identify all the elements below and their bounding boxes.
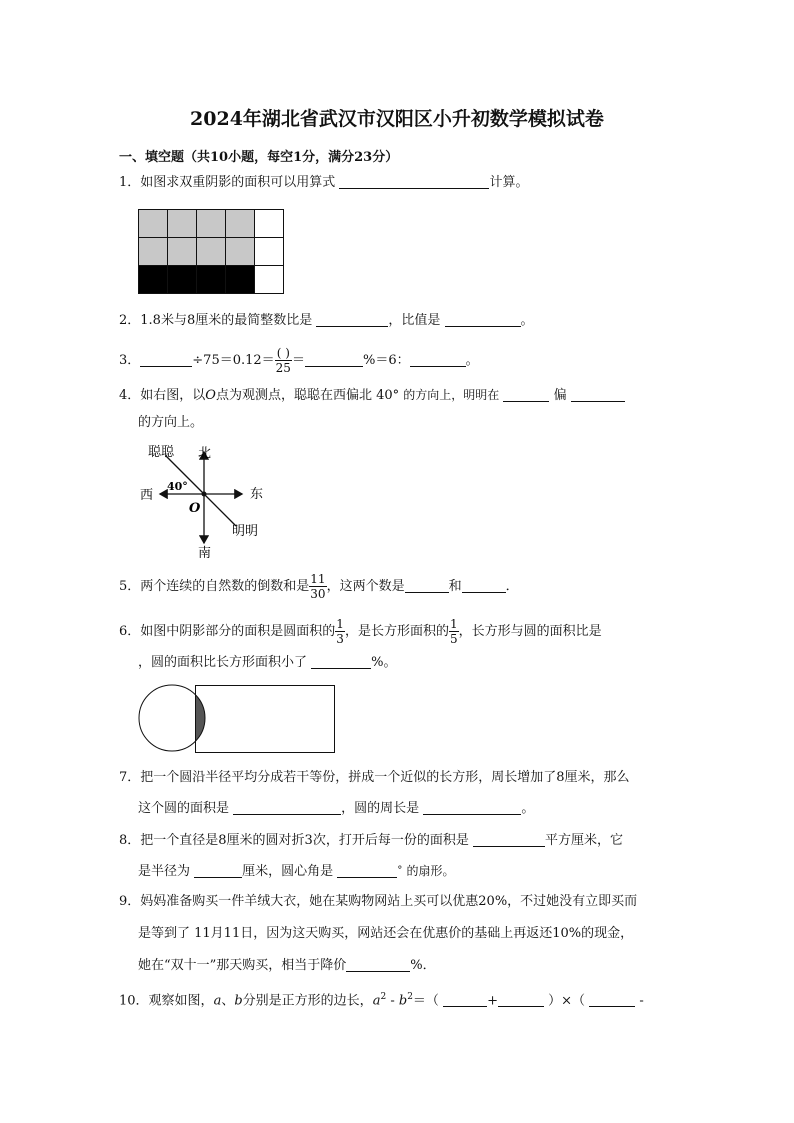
question-number: 6． bbox=[119, 624, 141, 639]
mingming-label: 明明 bbox=[232, 524, 259, 539]
question-10 bbox=[119, 987, 644, 1011]
question-number: 4． bbox=[119, 388, 141, 403]
question-number: 2． bbox=[119, 313, 141, 328]
question-text: 偏 bbox=[553, 388, 567, 403]
west-label: 西 bbox=[140, 488, 154, 503]
variable-a: a bbox=[213, 993, 222, 1009]
answer-blank[interactable] bbox=[311, 654, 371, 669]
question-text: ，是长方形面积的 bbox=[344, 624, 449, 639]
question-text: 点为观测点，聪聪在西偏北 40° bbox=[215, 388, 400, 403]
question-text: 如图中阴影部分的面积是圆面积的 bbox=[140, 624, 336, 639]
question-text: 妈妈准备购买一件羊绒大衣，她在某购物网站上买可以优惠20%，不过她没有立即买而 bbox=[140, 894, 638, 909]
question-8 bbox=[119, 831, 623, 851]
question-number: 9． bbox=[119, 894, 141, 909]
question-number: 8． bbox=[119, 833, 141, 848]
variable-b: b bbox=[398, 993, 408, 1009]
question-6 bbox=[119, 617, 602, 646]
answer-blank[interactable] bbox=[589, 992, 635, 1007]
fraction-denominator: 3 bbox=[336, 632, 344, 646]
question-text: 1.8米与8厘米的最简整数比是 bbox=[140, 313, 313, 328]
answer-blank[interactable] bbox=[571, 387, 625, 402]
answer-blank[interactable] bbox=[194, 863, 242, 878]
circle-rectangle-figure bbox=[138, 684, 338, 754]
fraction-denominator: 25 bbox=[275, 361, 291, 375]
question-2 bbox=[119, 311, 534, 331]
question-text: 她在“双十一”那天购买，相当于降价 bbox=[138, 958, 347, 973]
question-3 bbox=[119, 346, 479, 375]
question-text: 这个圆的面积是 bbox=[138, 801, 230, 816]
question-text: 把一个直径是8厘米的圆对折3次，打开后每一份的面积是 bbox=[140, 833, 469, 848]
question-text: %。 bbox=[371, 655, 397, 670]
question-1 bbox=[119, 173, 528, 193]
question-number: 7． bbox=[119, 770, 141, 785]
question-text: 分别是正方形的边长， bbox=[242, 993, 373, 1009]
origin-label: O bbox=[189, 501, 201, 516]
question-text: 观察如图， bbox=[148, 993, 214, 1009]
punctuation: 。 bbox=[465, 353, 479, 368]
answer-blank[interactable] bbox=[339, 174, 489, 189]
question-text: ，长方形与圆的面积比是 bbox=[458, 624, 602, 639]
question-text: 的方向上，明明在 bbox=[403, 388, 500, 402]
exponent: 2 bbox=[407, 992, 413, 1002]
answer-blank[interactable] bbox=[423, 800, 521, 815]
fraction-denominator: 5 bbox=[449, 632, 458, 646]
answer-blank[interactable] bbox=[305, 352, 363, 367]
grid-figure bbox=[138, 209, 284, 294]
question-text: 的扇形。 bbox=[406, 864, 455, 878]
variable-a: a bbox=[372, 993, 381, 1009]
question-text: ，圆的面积比长方形面积小了 bbox=[138, 655, 308, 670]
answer-blank[interactable] bbox=[473, 832, 545, 847]
answer-blank[interactable] bbox=[233, 800, 341, 815]
question-text: 如图求双重阴影的面积可以用算式 bbox=[140, 175, 336, 190]
punctuation: 。 bbox=[520, 313, 534, 328]
operator: + bbox=[487, 993, 498, 1009]
angle-label: 40° bbox=[167, 480, 188, 493]
question-text: ，比值是 bbox=[388, 313, 441, 328]
operator: - bbox=[386, 993, 399, 1009]
answer-blank[interactable] bbox=[316, 312, 388, 327]
question-text: 把一个圆沿半径平均分成若干等份，拼成一个近似的长方形，周长增加了8厘米，那么 bbox=[140, 770, 630, 785]
question-number: 1． bbox=[119, 175, 141, 190]
fraction-numerator: 1 bbox=[449, 617, 458, 631]
question-text: 平方厘米，它 bbox=[544, 833, 623, 848]
answer-blank[interactable] bbox=[443, 992, 487, 1007]
fraction bbox=[335, 617, 345, 646]
question-text: ＝ bbox=[291, 353, 305, 368]
east-label: 东 bbox=[250, 487, 264, 502]
answer-blank[interactable] bbox=[498, 992, 544, 1007]
north-label: 北 bbox=[198, 446, 212, 461]
punctuation: ． bbox=[505, 579, 519, 594]
answer-blank[interactable] bbox=[337, 863, 397, 878]
question-text-tail: 计算。 bbox=[489, 175, 529, 190]
punctuation: 。 bbox=[521, 801, 535, 816]
page-title: 2024年湖北省武汉市汉阳区小升初数学模拟试卷 bbox=[190, 108, 604, 130]
operator: ）×（ bbox=[548, 993, 586, 1009]
question-7-line2 bbox=[138, 799, 534, 819]
answer-blank[interactable] bbox=[405, 578, 449, 593]
fraction bbox=[449, 617, 459, 646]
south-label: 南 bbox=[198, 546, 212, 560]
fraction-numerator: 1 bbox=[336, 617, 344, 631]
question-8-line2 bbox=[138, 861, 454, 882]
question-number: 10． bbox=[119, 993, 149, 1009]
question-7 bbox=[119, 768, 630, 788]
fraction-numerator: 11 bbox=[310, 572, 326, 586]
fraction-numerator: ( ) bbox=[275, 346, 292, 361]
point-label: O bbox=[205, 388, 216, 403]
question-text: 厘米，圆心角是 bbox=[242, 864, 334, 879]
question-text: ，这两个数是 bbox=[326, 579, 405, 594]
question-number: 5． bbox=[119, 579, 141, 594]
operator: - bbox=[639, 993, 644, 1009]
answer-blank[interactable] bbox=[503, 387, 549, 402]
question-text: 和 bbox=[448, 579, 462, 594]
answer-blank[interactable] bbox=[140, 352, 192, 367]
question-4-line2: 的方向上。 bbox=[138, 415, 204, 430]
answer-blank[interactable] bbox=[445, 312, 521, 327]
congcong-label: 聪聪 bbox=[148, 445, 175, 460]
question-text: ÷75＝0.12＝ bbox=[192, 353, 275, 368]
operator: ＝（ bbox=[412, 993, 439, 1009]
question-9 bbox=[119, 892, 637, 912]
question-text: 如右图，以 bbox=[140, 388, 206, 403]
question-5 bbox=[119, 572, 519, 601]
fraction bbox=[309, 572, 326, 601]
answer-blank[interactable] bbox=[462, 578, 506, 593]
question-text: ，圆的周长是 bbox=[341, 801, 420, 816]
question-9-line3 bbox=[138, 956, 436, 976]
answer-blank[interactable] bbox=[346, 957, 410, 972]
question-6-line2 bbox=[138, 653, 397, 673]
section-heading: 一、填空题（共10小题，每空1分，满分23分） bbox=[119, 150, 399, 165]
question-text: %＝6： bbox=[362, 353, 410, 368]
separator: 、 bbox=[221, 993, 235, 1009]
question-text: 两个连续的自然数的倒数和是 bbox=[140, 579, 310, 594]
compass-figure bbox=[138, 438, 268, 560]
question-9-line2: 是等到了 11月11日，因为这天购买，网站还会在优惠价的基础上再返还10%的现金， bbox=[138, 926, 634, 941]
question-4 bbox=[119, 385, 625, 406]
question-text: %． bbox=[410, 958, 436, 973]
variable-b: b bbox=[234, 993, 243, 1009]
fraction bbox=[275, 346, 292, 375]
fraction-denominator: 30 bbox=[310, 587, 326, 601]
question-text: 是半径为 bbox=[138, 864, 191, 879]
question-number: 3． bbox=[119, 353, 141, 368]
degree-symbol: ° bbox=[397, 865, 403, 876]
answer-blank[interactable] bbox=[410, 352, 466, 367]
exponent: 2 bbox=[380, 992, 387, 1002]
